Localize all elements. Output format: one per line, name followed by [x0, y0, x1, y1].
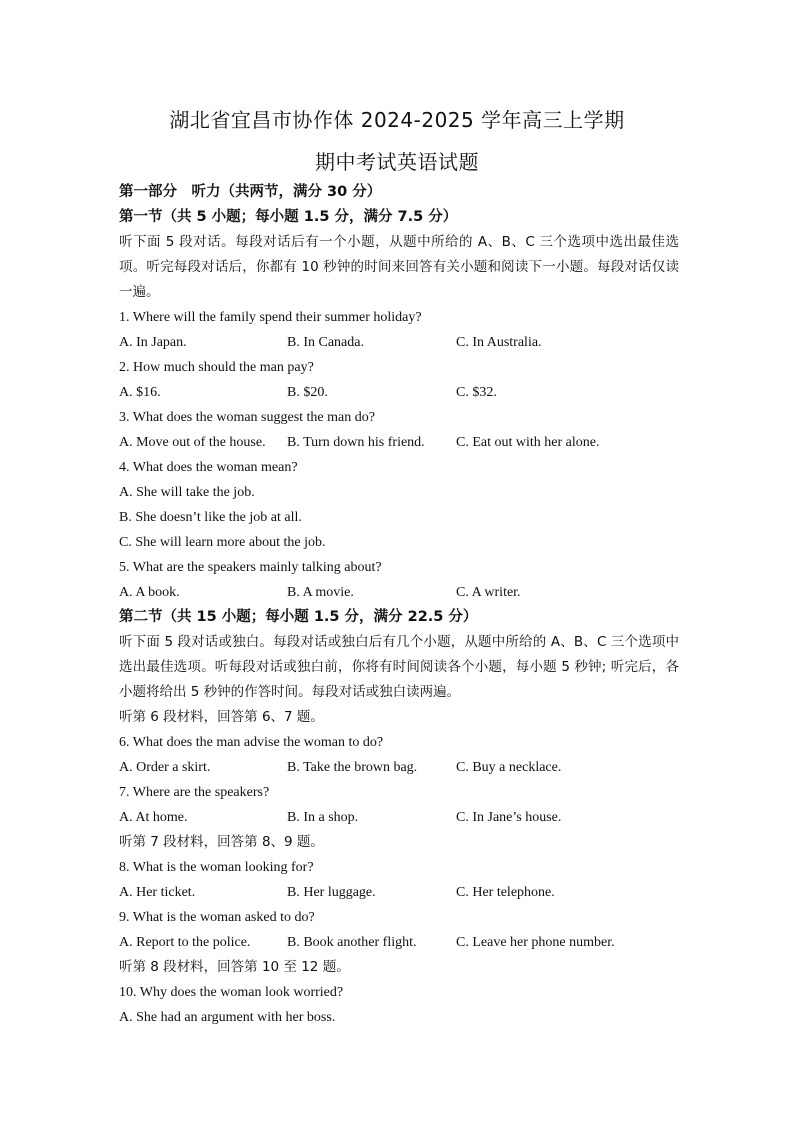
question-9-options — [119, 930, 679, 955]
option-b: B. A movie. — [287, 585, 354, 600]
question-7: 7. Where are the speakers? — [119, 785, 270, 800]
question-1: 1. Where will the family spend their summer holiday? — [119, 310, 422, 325]
section1-instructions: 听下面 5 段对话。每段对话后有一个小题，从题中所给的 A、B、C 三个选项中选出最佳选项。听完每段对话后，你都有 10 秒钟的时间来回答有关小题和阅读下一小题。每段对话仅读一遍。 — [119, 234, 679, 300]
option-a: A. $16. — [119, 385, 161, 400]
question-8: 8. What is the woman looking for? — [119, 860, 314, 875]
option-c: C. A writer. — [456, 585, 521, 600]
option-c: C. In Jane’s house. — [456, 810, 562, 825]
section2-instructions: 听下面 5 段对话或独白。每段对话或独白后有几个小题，从题中所给的 A、B、C 三个选项中选出最佳选项。听每段对话或独白前，你将有时间阅读各个小题，每小题 5 秒钟; 听完后，各小题将给出 5 秒钟的作答时间。每段对话或独白读两遍。 — [119, 634, 679, 700]
question-2: 2. How much should the man pay? — [119, 360, 314, 375]
option-b: B. $20. — [287, 385, 328, 400]
question-7-options — [119, 805, 679, 830]
question-3-options — [119, 430, 679, 455]
option-a: A. Report to the police. — [119, 935, 251, 950]
material-6-note: 听第 6 段材料，回答第 6、7 题。 — [119, 709, 324, 725]
option-a: A. A book. — [119, 585, 180, 600]
option-b: B. Book another flight. — [287, 935, 417, 950]
option-a: A. Her ticket. — [119, 885, 196, 900]
question-3: 3. What does the woman suggest the man do? — [119, 410, 375, 425]
question-8-options — [119, 880, 679, 905]
question-4: 4. What does the woman mean? — [119, 460, 298, 475]
question-6: 6. What does the man advise the woman to do? — [119, 735, 384, 750]
option-c: C. In Australia. — [456, 335, 542, 350]
material-7-note: 听第 7 段材料，回答第 8、9 题。 — [119, 834, 324, 850]
option-c: C. She will learn more about the job. — [119, 535, 326, 550]
question-6-options — [119, 755, 679, 780]
exam-subtitle: 期中考试英语试题 — [315, 150, 479, 174]
option-c: C. $32. — [456, 385, 497, 400]
question-5-options — [119, 580, 679, 605]
option-b: B. Take the brown bag. — [287, 760, 418, 775]
question-9: 9. What is the woman asked to do? — [119, 910, 315, 925]
option-c: C. Leave her phone number. — [456, 935, 615, 950]
option-a: A. Move out of the house. — [119, 435, 266, 450]
option-b: B. In a shop. — [287, 810, 359, 825]
exam-content — [119, 180, 679, 1030]
option-b: B. In Canada. — [287, 335, 364, 350]
option-a: A. In Japan. — [119, 335, 187, 350]
exam-title: 湖北省宜昌市协作体 2024-2025 学年高三上学期 — [169, 108, 625, 132]
option-b: B. Her luggage. — [287, 885, 376, 900]
option-a: A. She had an argument with her boss. — [119, 1010, 336, 1025]
material-8-note: 听第 8 段材料，回答第 10 至 12 题。 — [119, 959, 350, 975]
option-a: A. She will take the job. — [119, 485, 255, 500]
question-1-options — [119, 330, 679, 355]
option-b: B. She doesn’t like the job at all. — [119, 510, 302, 525]
option-b: B. Turn down his friend. — [287, 435, 425, 450]
question-5: 5. What are the speakers mainly talking about? — [119, 560, 382, 575]
option-a: A. Order a skirt. — [119, 760, 211, 775]
option-c: C. Eat out with her alone. — [456, 435, 600, 450]
option-c: C. Buy a necklace. — [456, 760, 562, 775]
option-c: C. Her telephone. — [456, 885, 555, 900]
section1-heading: 第一节（共 5 小题；每小题 1.5 分，满分 7.5 分） — [119, 209, 458, 225]
option-a: A. At home. — [119, 810, 188, 825]
part1-heading: 第一部分 听力（共两节，满分 30 分） — [119, 184, 382, 200]
question-10: 10. Why does the woman look worried? — [119, 985, 344, 1000]
section2-heading: 第二节（共 15 小题；每小题 1.5 分，满分 22.5 分） — [119, 609, 478, 625]
question-2-options — [119, 380, 679, 405]
